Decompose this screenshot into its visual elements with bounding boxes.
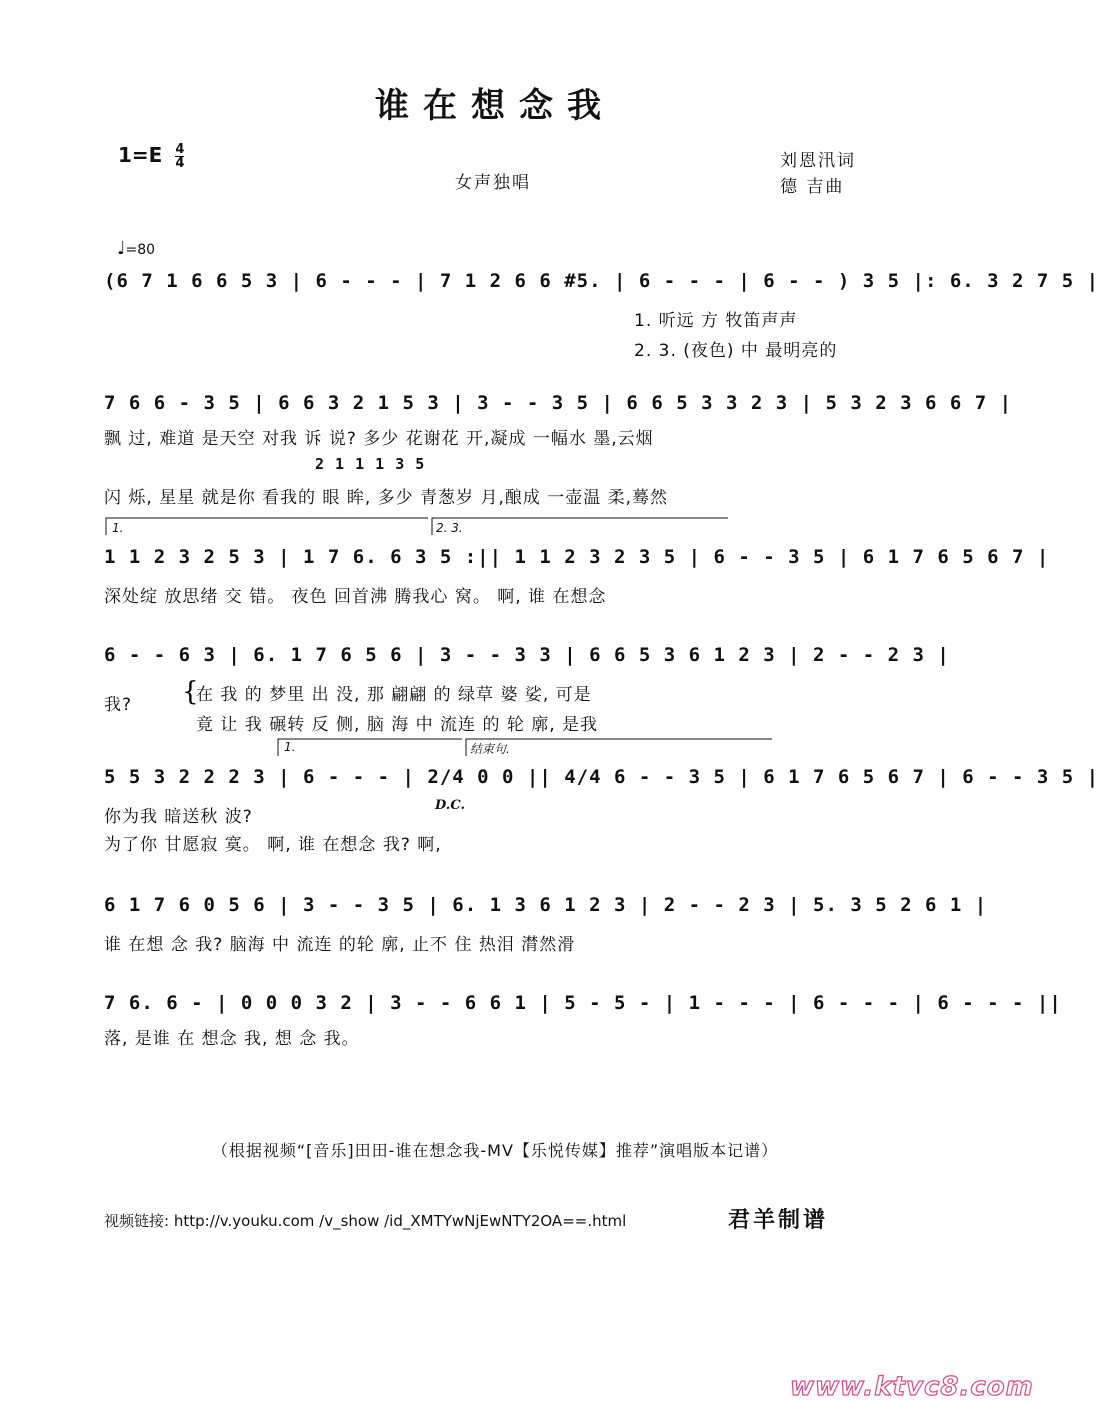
time-numerator: 4: [175, 142, 185, 157]
transcription-note: （根据视频“[音乐]田田-谁在想念我-MV【乐悦传媒】推荐”演唱版本记谱）: [211, 1141, 779, 1160]
svg-text:{: {: [182, 677, 199, 707]
score-row-2: 7 6 6 - 3 5 | 6 6 3 2 1 5 3 | 3 - - 3 5 | 6 6 5 3 3 2 3 | 5 3 2 3 6 6 7 |: [104, 392, 1013, 414]
alt-notes-row-2: 2 1 1 1 3 5: [315, 455, 426, 473]
video-link-label: 视频链接:: [104, 1212, 170, 1230]
volta-2-label: 2. 3.: [436, 521, 463, 535]
volta-ending-label: 结束句.: [470, 742, 510, 756]
quarter-note-icon: ♩: [117, 238, 126, 259]
lyric-row-5-verse-2: 为了你 甘愿寂 寞。 啊, 谁 在想念 我? 啊,: [104, 835, 442, 855]
score-row-7: 7 6. 6 - | 0 0 0 3 2 | 3 - - 6 6 1 | 5 - 5 - | 1 - - - | 6 - - - | 6 - - - ||: [104, 992, 1062, 1014]
lyric-row-1-verse-2: 2. 3. (夜色) 中 最明亮的: [634, 341, 838, 361]
performer-label: 女声独唱: [455, 173, 531, 193]
key-label: 1=E: [118, 143, 163, 167]
time-denominator: 4: [175, 156, 185, 171]
score-row-5: 5 5 3 2 2 2 3 | 6 - - - | 2/4 0 0 || 4/4 6 - - 3 5 | 6 1 7 6 5 6 7 | 6 - - 3 5 |: [104, 766, 1099, 788]
transcriber-seal: 君羊制谱: [728, 1207, 829, 1233]
lyric-row-2-verse-1: 飘 过, 难道 是天空 对我 诉 说? 多少 花谢花 开,凝成 一幅水 墨,云烟: [104, 429, 654, 449]
song-title: 谁在想念我: [375, 86, 615, 126]
video-link: [104, 1210, 626, 1231]
composer-credit: 德 吉曲: [780, 177, 845, 197]
site-watermark: www.ktvc8.com: [790, 1372, 1034, 1402]
video-link-url: http://v.youku.com /v_show /id_XMTYwNjEwNTY2OA==.html: [173, 1212, 627, 1230]
lyric-row-3: 深处绽 放思绪 交 错。 夜色 回首沸 腾我心 窝。 啊, 谁 在想念: [104, 587, 607, 607]
lyric-row-4-lead: 我?: [104, 695, 133, 715]
lyric-row-5-verse-1: 你为我 暗送秋 波?: [104, 807, 253, 827]
score-row-6: 6 1 7 6 0 5 6 | 3 - - 3 5 | 6. 1 3 6 1 2 3 | 2 - - 2 3 | 5. 3 5 2 6 1 |: [104, 894, 988, 916]
lyric-row-6: 谁 在想 念 我? 脑海 中 流连 的轮 廓, 止不 住 热泪 潸然滑: [104, 935, 576, 955]
lyric-row-1-verse-1: 1. 听远 方 牧笛声声: [634, 311, 798, 331]
lyric-row-2-verse-2: 闪 烁, 星星 就是你 看我的 眼 眸, 多少 青葱岁 月,酿成 一壶温 柔,蓦然: [104, 488, 669, 508]
lyric-row-7: 落, 是谁 在 想念 我, 想 念 我。: [104, 1029, 360, 1049]
lyric-row-4-verse-2: 竟 让 我 碾转 反 侧, 脑 海 中 流连 的 轮 廓, 是我: [196, 715, 599, 735]
lyric-row-4-verse-1: 在 我 的 梦里 出 没, 那 翩翩 的 绿草 婆 娑, 可是: [196, 685, 592, 705]
volta-1-label: 1.: [112, 521, 124, 535]
score-row-3: 1 1 2 3 2 5 3 | 1 7 6. 6 3 5 :|| 1 1 2 3 2 3 5 | 6 - - 3 5 | 6 1 7 6 5 6 7 |: [104, 546, 1050, 568]
tempo-value: =80: [125, 242, 156, 258]
lyricist-credit: 刘恩汛词: [780, 151, 856, 171]
da-capo-mark: D.C.: [435, 798, 465, 813]
score-row-1: (6 7 1 6 6 5 3 | 6 - - - | 7 1 2 6 6 #5. | 6 - - - | 6 - - ) 3 5 |: 6. 3 2 7 5 |: [104, 270, 1099, 292]
score-row-4: 6 - - 6 3 | 6. 1 7 6 5 6 | 3 - - 3 3 | 6 6 5 3 6 1 2 3 | 2 - - 2 3 |: [104, 644, 950, 666]
volta-first-label: 1.: [284, 740, 296, 754]
